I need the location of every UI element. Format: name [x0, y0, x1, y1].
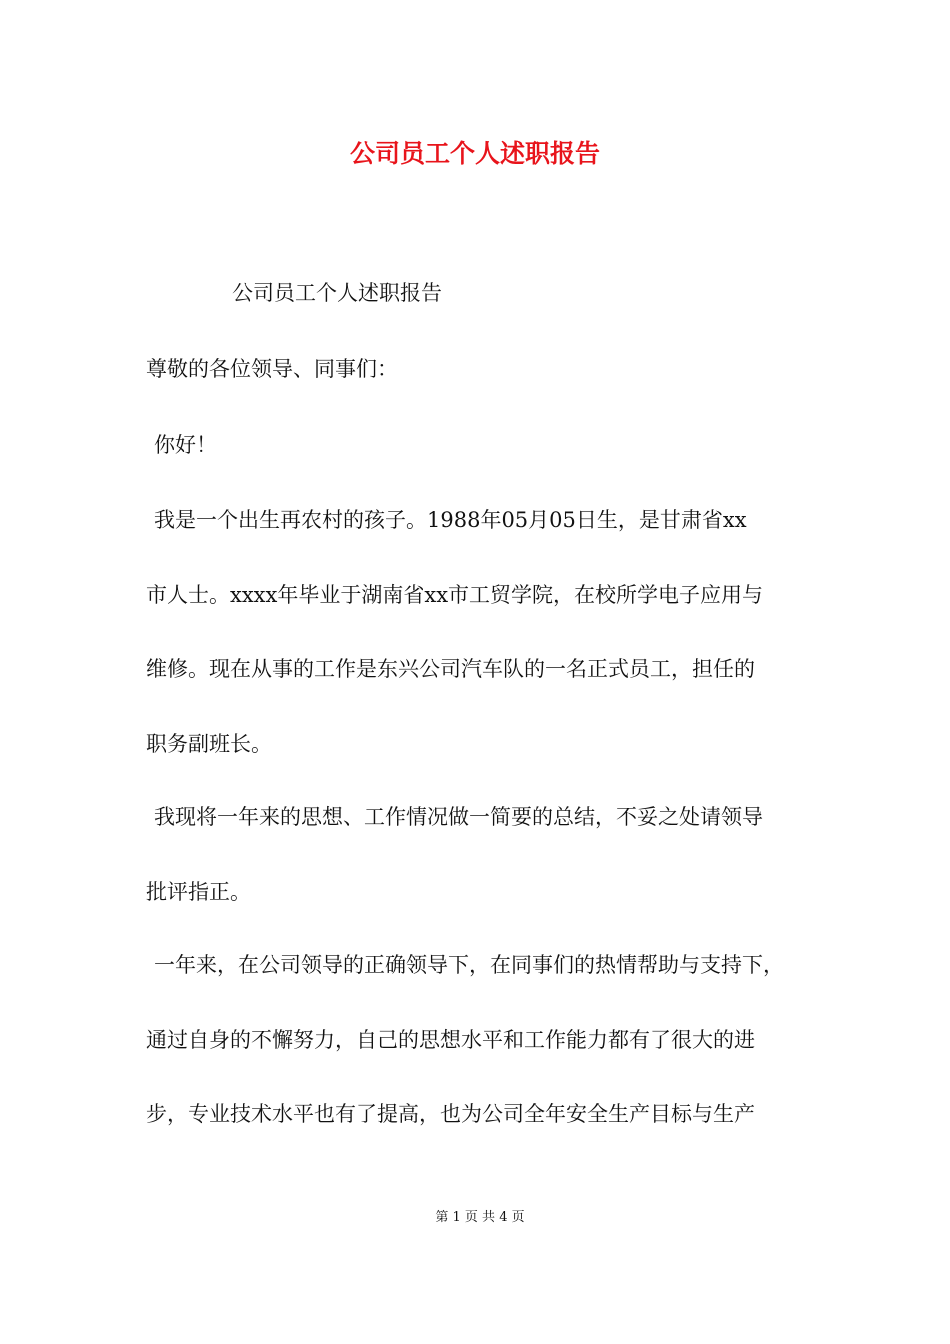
paragraph-line: 我是一个出生再农村的孩子。1988年05月05日生，是甘肃省xx [154, 508, 747, 532]
paragraph-line: 市人士。xxxx年毕业于湖南省xx市工贸学院，在校所学电子应用与 [146, 583, 764, 607]
body-heading: 公司员工个人述职报告 [232, 281, 442, 305]
paragraph-line: 一年来，在公司领导的正确领导下，在同事们的热情帮助与支持下， [154, 953, 784, 977]
paragraph-line: 我现将一年来的思想、工作情况做一简要的总结，不妥之处请领导 [154, 805, 763, 829]
paragraph-line: 职务副班长。 [146, 732, 272, 756]
page-title: 公司员工个人述职报告 [349, 139, 600, 168]
paragraph-line: 通过自身的不懈努力，自己的思想水平和工作能力都有了很大的进 [146, 1028, 755, 1052]
page-number: 第 1 页 共 4 页 [435, 1210, 525, 1225]
salutation: 尊敬的各位领导、同事们： [146, 357, 398, 381]
paragraph-line: 步，专业技术水平也有了提高，也为公司全年安全生产目标与生产 [146, 1102, 755, 1126]
paragraph-line: 批评指正。 [146, 880, 251, 904]
paragraph-line: 维修。现在从事的工作是东兴公司汽车队的一名正式员工，担任的 [146, 657, 755, 681]
greeting: 你好！ [154, 433, 217, 457]
